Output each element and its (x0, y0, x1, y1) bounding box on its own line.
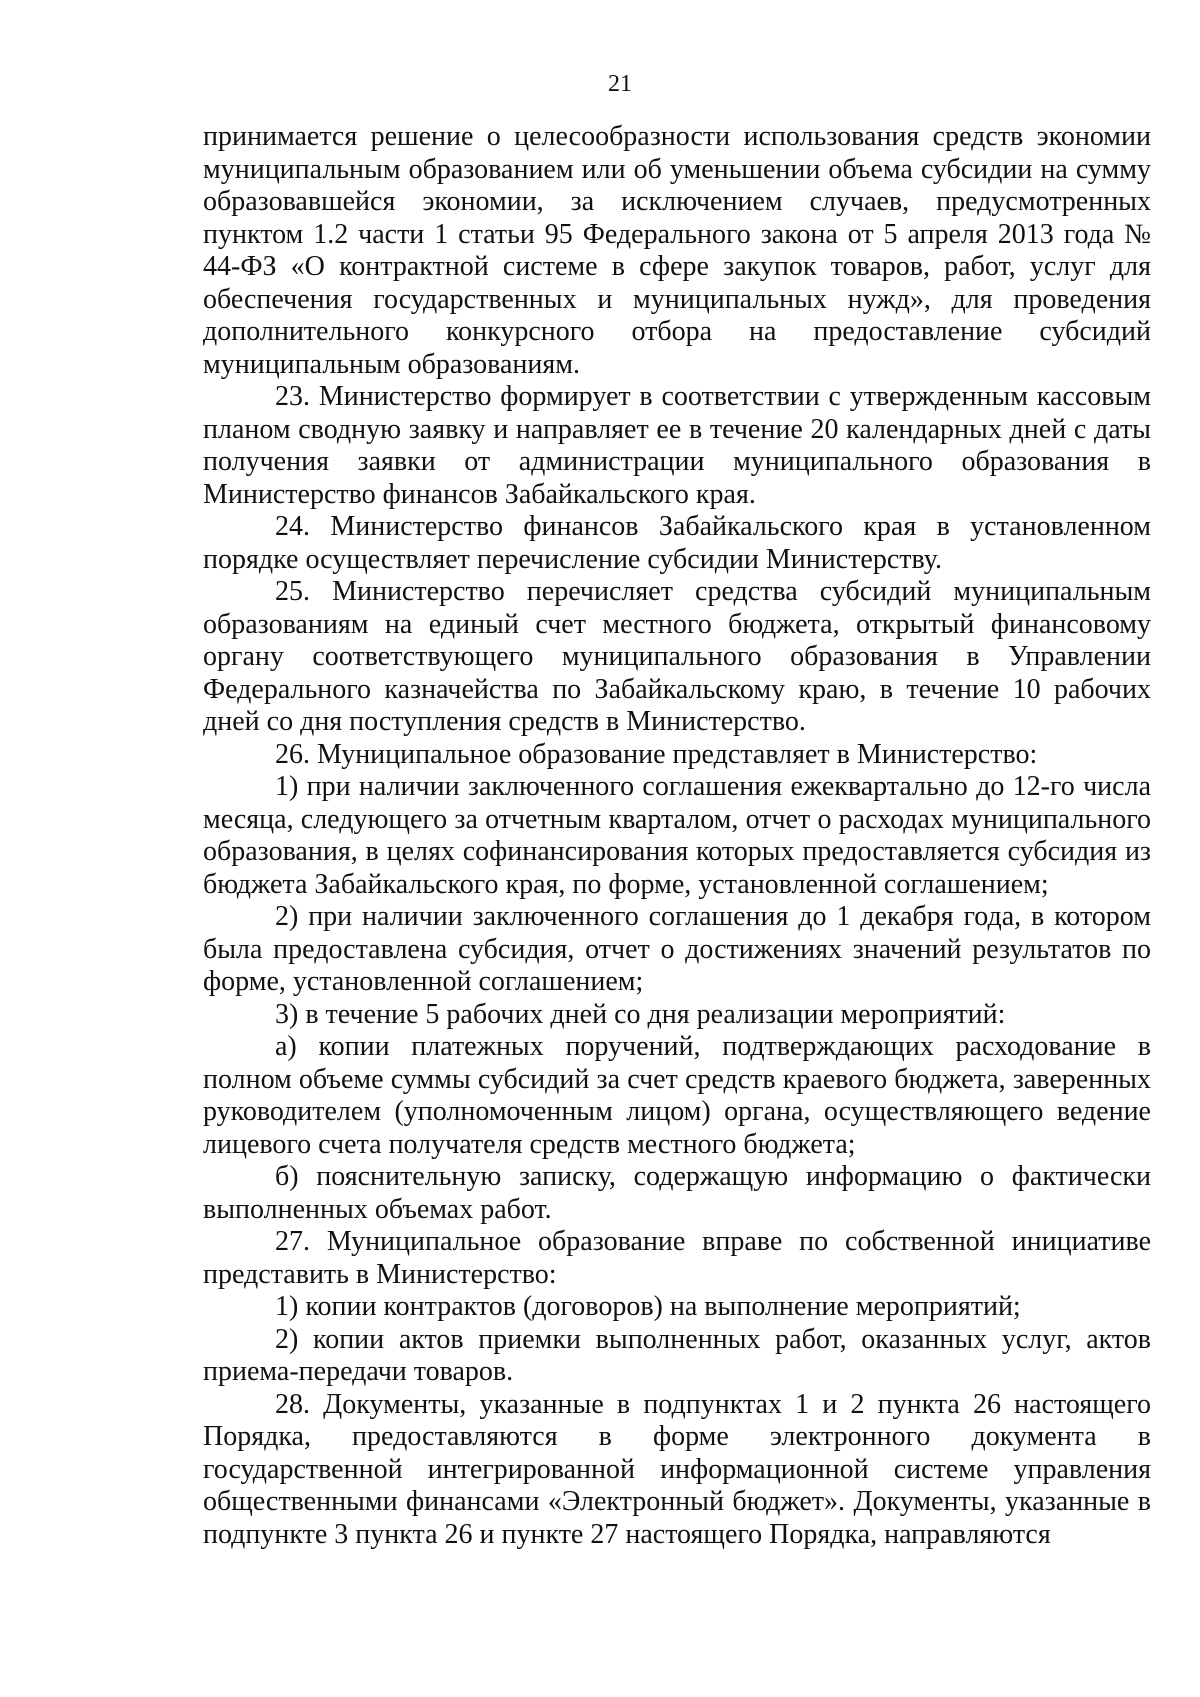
paragraph-item-24: 24. Министерство финансов Забайкальского края в установленном порядке осуществляет перечисление субсидии Министерству. (203, 511, 1151, 575)
paragraph-item-23: 23. Министерство формирует в соответствии с утвержденным кассовым планом сводную заявку и направляет ее в течение 20 календарных дней с даты получения заявки от администрации муниципального образования в Министерство финансов Забайкальского края. (203, 381, 1151, 510)
paragraph-continuation: принимается решение о целесообразности использования средств экономии муниципальным образованием или об уменьшении объема субсидии на сумму образовавшейся экономии, за исключением случаев, предусмотренных пунктом 1.2 части 1 статьи 95 Федерального закона от 5 апреля 2013 года № 44-ФЗ «О контрактной системе в сфере закупок товаров, работ, услуг для обеспечения государственных и муниципальных нужд», для проведения дополнительного конкурсного отбора на предоставление субсидий муниципальным образованиям. (203, 121, 1151, 380)
paragraph-item-25: 25. Министерство перечисляет средства субсидий муниципальным образованиям на единый счет местного бюджета, открытый финансовому органу соответствующего муниципального образования в Управлении Федерального казначейства по Забайкальскому краю, в течение 10 рабочих дней со дня поступления средств в Министерство. (203, 576, 1151, 737)
subparagraph-26-3: 3) в течение 5 рабочих дней со дня реализации мероприятий: (275, 998, 1006, 1030)
subparagraph-27-1: 1) копии контрактов (договоров) на выполнение мероприятий; (275, 1291, 1021, 1322)
page-number: 21 (608, 71, 632, 97)
subparagraph-26-1: 1) при наличии заключенного соглашения ежеквартально до 12-го числа месяца, следующего за отчетным кварталом, отчет о расходах муниципального образования, в целях софинансирования которых предоставляется субсидия из бюджета Забайкальского края, по форме, установленной соглашением; (203, 771, 1151, 900)
paragraph-item-28: 28. Документы, указанные в подпунктах 1 и 2 пункта 26 настоящего Порядка, предоставляются в форме электронного документа в государственной интегрированной информационной системе управления общественными финансами «Электронный бюджет». Документы, указанные в подпункте 3 пункта 26 и пункте 27 настоящего Порядка, направляются (203, 1388, 1151, 1550)
subparagraph-27-2: 2) копии актов приемки выполненных работ, оказанных услуг, актов приема-передачи товаров. (203, 1323, 1151, 1387)
document-body (203, 121, 1151, 1551)
subparagraph-26-3-b: б) пояснительную записку, содержащую информацию о фактически выполненных объемах работ. (203, 1161, 1151, 1225)
subparagraph-26-3-a: а) копии платежных поручений, подтверждающих расходование в полном объеме суммы субсидий за счет средств краевого бюджета, заверенных руководителем (уполномоченным лицом) органа, осуществляющего ведение лицевого счета получателя средств местного бюджета; (203, 1031, 1151, 1160)
subparagraph-26-2: 2) при наличии заключенного соглашения до 1 декабря года, в котором была предоставлена субсидия, отчет о достижениях значений результатов по форме, установленной соглашением; (203, 901, 1151, 997)
paragraph-item-27: 27. Муниципальное образование вправе по собственной инициативе представить в Министерство: (203, 1226, 1151, 1290)
paragraph-item-26: 26. Муниципальное образование представляет в Министерство: (275, 738, 1038, 770)
